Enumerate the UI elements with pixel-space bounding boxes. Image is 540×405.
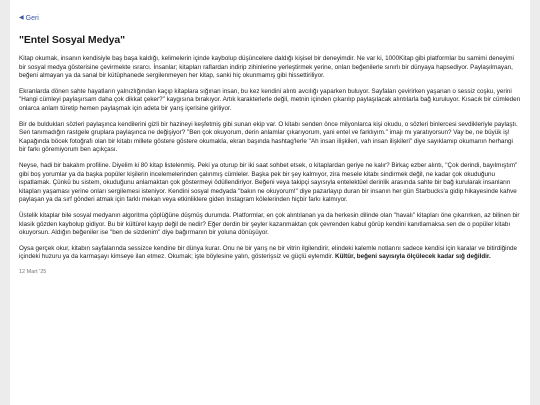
closing-statement: Kültür, beğeni sayısıyla ölçülecek kadar sığ değildir. (335, 253, 491, 261)
article-paragraph: Neyse, hadi bir bakalım profiline. Diyelim ki 80 kitap listelenmiş. Peki ya oturup bir iki saat sohbet etsek, o kitaplardan geriye ne kalır? Birkaç ezber alıntı, "Çok derindi, bayılmıştım" gibi boş yorumlar ya da başka popüler kişilerin incelemelerinden çalınmış cümleler. Başka pek bir şey kalmıyor, zira mesele kitabı sindirmek değil, ne kadar çok okuduğunu ispatlamak. Çünkü bu sistem, okuduğunu anlamaktan çok göstermeyi ödüllendiriyor. Beğeni veya takipçi sayısıyla entelektüel derinlik arasında sahte bir bağ kurularak insanların kitapları yaşaması yerine onları sergilemesi isteniyor. Kendini sosyal medyada "bakın ne okuyorum!" diye pazarlayıp duran bir insanın her gün Starbucks'a gidip hikayesinde kahve paylaşan ya da sırf gönderi atmak için farklı mekan veya etkinliklere giden Instagram kölelerinden hiçbir farkı kalmıyor. (19, 161, 518, 204)
article-title: "Entel Sosyal Medya" (19, 34, 125, 46)
publish-date: 12 Mart '25 (19, 268, 47, 275)
article-page (10, 0, 530, 405)
paragraph-text: Oysa gerçek okur, kitabın sayfalarında sessizce kendine bir dünya kurar. Onu ne bir yarış ne bir vitrin ilgilendirir, elindeki kalemle notlarını sadece kendisi için karalar ve bitirdiğinde içindeki huzuru ya da karmaşayı kimseye ilan etmez. Okumak; işte böylesine yalın, gösterişsiz ve güçlü eylemdir. (19, 244, 518, 261)
back-link[interactable] (19, 15, 39, 22)
back-label: Geri (25, 14, 39, 22)
article-paragraph (19, 245, 521, 262)
chevron-left-icon: ◀ (19, 15, 24, 21)
article-paragraph: Bir de buldukları sözleri paylaşınca kendilerini gizli bir hazineyi keşfetmiş gibi sunan ekip var. O kitabı senden önce milyonlarca kişi okudu, o sözleri binlercesi sevdikleriyle paylaştı. Sen tanımadığın rastgele gruplara paylaşınca ne değişiyor? "Ben çok okuyorum, derin anlamlar çıkarıyorum, yani entel ve farklıyım." imajı mı yaratıyorsun? Vay be, ne büyük iş! Kapağında böcek fotoğrafı olan bir kitabı millete göstere göstere okumakla, ekran başında hashtag'lerle "Ah insan ilişkileri, vah insan ilişkileri" diye sayıklamıp okumanın herhangi bir farkı göremiyorum ben açıkçası. (19, 120, 518, 154)
article-paragraph: Ekranlarda dönen sahte hayatların yalnızlığından kaçıp kitaplara sığınan insan, bu kez kendini alıntı avcılığı yaparken buluyor. Sayfaları çevirirken yaşanan o sessiz coşku, yerini "Hangi cümleyi paylaşırsam daha çok dikkat çeker?" kaygısına bırakıyor. Artık karakterlerle değil, metnin içinden çıkarılıp paylaşılacak alıntılarla bağ kuruluyor. Kısacık bir cümleden onlarca anlam türetip hemen paylaşmak için adeta bir yarış içerisine giriliyor. (19, 87, 521, 112)
article-paragraph: Kitap okumak, insanın kendisiyle baş başa kaldığı, kelimelerin içinde kaybolup düşüncelere daldığı kişisel bir deneyimdir. Ne var ki, 1000Kitap gibi platformlar bu samimi deneyimi bir sosyal medya gösterisine çevirmekte ısrarcı. İnsanlar; kitapları raflardan indirip zihinlerine yerleştirmek yerine, onları beğenilerle sınırlı bir dünyaya hapsediyor. Paylaşılmayan, beğeni almayan ya da sanal bir kütüphanede sergilenmeyen her kitap, sanki hiç okunmamış gibi hissettiriliyor. (19, 55, 514, 80)
article-paragraph: Üstelik kitaplar bile sosyal medyanın algoritma çöplüğüne düşmüş durumda. Platformlar, en çok alıntılanan ya da herkesin dilinde olan "havalı" kitapları öne çıkarırken, az bilinen bir klasik gözden kaybolup gidiyor. Bu bir kültürel kayıp değil de nedir? Eğer derdin bir şeyler kazanmaktan çok çevrenden kabul görüp kendini kanıtlamaksa sen de o popüler kitabı okuyorsun. Aldığın beğeniler ise "ben de sizdenim" diye bağırmanın bir yoluna dönüşüyor. (19, 211, 520, 237)
article-body (19, 55, 521, 262)
